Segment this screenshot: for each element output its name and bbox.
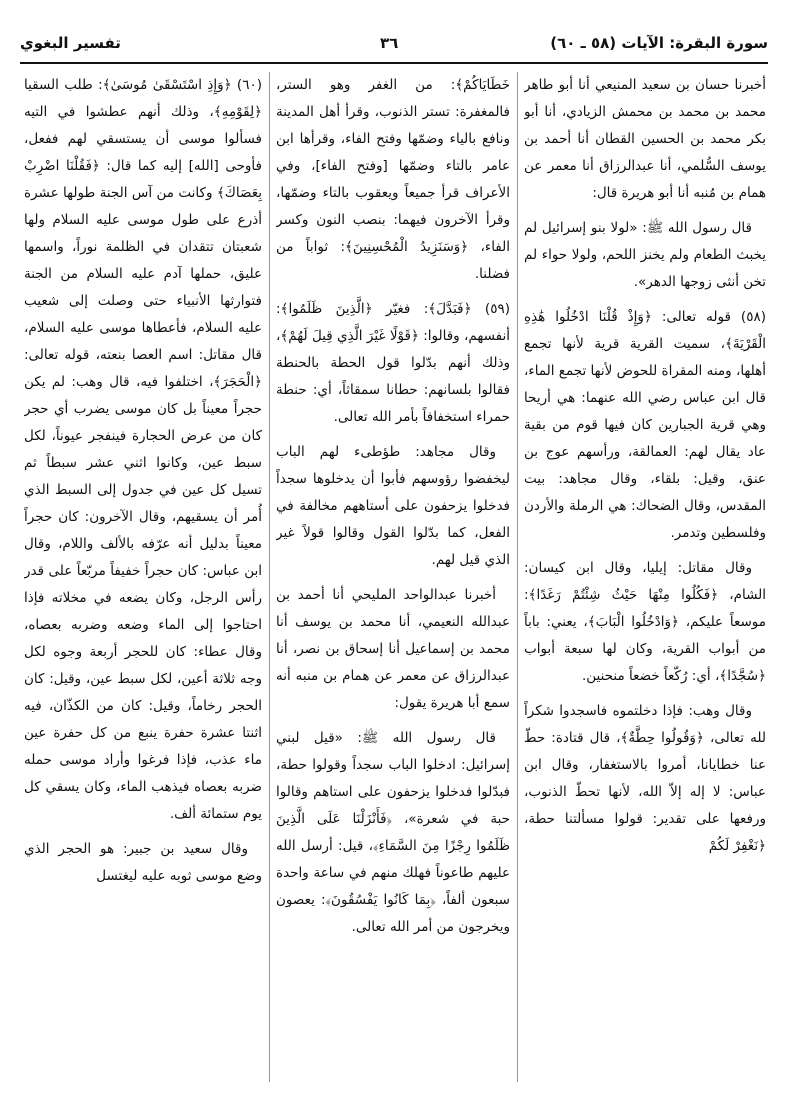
text-column-right [524, 72, 766, 1082]
paragraph: قال رسول الله ﷺ: «لولا بنو إسرائيل لم يخبث الطعام ولم يخنز اللحم، ولولا حواء لم تخن أنثى زوجها الدهر». [524, 220, 766, 290]
paragraph: (٦٠) ﴿وَإِذِ اسْتَسْقَىٰ مُوسَىٰ﴾: طلب السقيا ﴿لِقَوْمِهِ﴾، وذلك أنهم عطشوا في التيه فسألوا موسى أن يستسقي لهم ففعل، فأوحى [الله] إليه كما قال: ﴿فَقُلْنَا اضْرِبْ بِعَصَاكَ﴾ وكانت من آس الجنة طولها عشرة أذرع على طول موسى عليه السلام ولها شعبتان تتقدان في الظلمة نوراً، واسمها عليق، حملها آدم عليه السلام من الجنة فتوارثها الأنبياء حتى وصلت إلى شعيب عليه السلام، فأعطاها موسى عليه السلام، قال مقاتل: اسم العصا بنعته، قوله تعالى: ﴿الْحَجَرَ﴾، اختلفوا فيه، قال وهب: لم يكن حجراً معيناً بل كان موسى يضرب أي حجر كان من عرض الحجارة فينفجر عيوناً، لكل سبط عين، وكانوا اثني عشر سبطاً ثم تسيل كل عين في جدول إلى السبط الذي أُمر أن يسقيهم، وقال الآخرون: كان حجراً معيناً بدليل أنه عرّفه بالألف واللام، وقال ابن عباس: كان حجراً خفيفاً مربّعاً على قدر رأس الرجل، وكان يضعه في مخلاته فإذا احتاجوا إلى الماء وضعه وضربه بعصاه، وقال عطاء: كان للحجر أربعة وجوه لكل وجه ثلاثة أعين، لكل سبط عين، وقيل: كان الحجر رخاماً، وقيل: كان من الكذّان، فيه اثنتا عشرة حفرة ينبع من كل حفرة عين ماء عذب، فإذا فرغوا وأراد موسى حمله ضربه بعصاه فيذهب الماء، وكان يسقي كل يوم ستمائة ألف. [24, 77, 262, 822]
book-title: تفسير البغوي [20, 34, 121, 52]
text-column-left [24, 72, 262, 1082]
paragraph: وقال مجاهد: طؤطىء لهم الباب ليخفضوا رؤوسهم فأبوا أن يدخلوها سجداً فدخلوا يزحفون على أستاههم مخالفة في الفعل، كما بدّلوا القول وقالوا قولاً غير الذي قيل لهم. [276, 444, 510, 568]
paragraph: خَطَايَاكُمْ﴾: من الغفر وهو الستر، فالمغفرة: تستر الذنوب، وقرأ أهل المدينة ونافع بالياء وضمّها وفتح الفاء، وقرأها ابن عامر بالتاء وضمّها [وفتح الفاء]، وفي الأعراف قرأ جميعاً ويعقوب بالتاء وضمّها، وقرأ الآخرون فيهما: بنصب النون وكسر الفاء، ﴿وَسَنَزِيدُ الْمُحْسِنِينَ﴾: ثواباً من فضلنا. [276, 77, 510, 282]
paragraph: وقال مقاتل: إيليا، وقال ابن كيسان: الشام، ﴿فَكُلُوا مِنْهَا حَيْثُ شِئْتُمْ رَغَدًا﴾: موسعاً عليكم، ﴿وَادْخُلُوا الْبَابَ﴾، يعني: باباً من أبواب القرية، وكان لها سبعة أبواب ﴿سُجَّدًا﴾، أي: رُكّعاً خضعاً منحنين. [524, 560, 766, 684]
text-column-middle [276, 72, 510, 1082]
paragraph: وقال سعيد بن جبير: هو الحجر الذي وضع موسى ثوبه عليه ليغتسل [24, 841, 262, 884]
paragraph: (٥٩) ﴿فَبَدَّلَ﴾: فغيّر ﴿الَّذِينَ ظَلَمُوا﴾: أنفسهم، وقالوا: ﴿قَوْلًا غَيْرَ الَّذِي قِيلَ لَهُمْ﴾، وذلك أنهم بدّلوا قول الحطة بالحنطة فقالوا بلسانهم: حطانا سمقاثاً، أي: حنطة حمراء استخفافاً بأمر الله تعالى. [276, 301, 510, 425]
column-divider-right [517, 72, 518, 1082]
paragraph: أخبرنا عبدالواحد المليحي أنا أحمد بن عبدالله النعيمي، أنا محمد بن يوسف أنا محمد بن إسماعيل أنا إسحاق بن نصر، أنا عبدالرزاق عن معمر عن همام بن منبه أنه سمع أبا هريرة يقول: [276, 587, 510, 711]
paragraph: وقال وهب: فإذا دخلتموه فاسجدوا شكراً لله تعالى، ﴿وَقُولُوا حِطَّةٌ﴾، قال قتادة: حطّ عنا خطايانا، أمروا بالاستغفار، وقال ابن عباس: لا إله إلاّ الله، لأنها تحطّ الذنوب، ورفعها على تقدير: قولوا مسألتنا حطة، ﴿نَغْفِرْ لَكُمْ [524, 703, 766, 854]
header-rule [20, 62, 768, 64]
paragraph: قال رسول الله ﷺ: «قيل لبني إسرائيل: ادخلوا الباب سجداً وقولوا حطة، فبدّلوا فدخلوا يزحفون على استاهم وقالوا حبة في شعرة»، ﴿فَأَنْزَلْنَا عَلَى الَّذِينَ ظَلَمُوا رِجْزًا مِنَ السَّمَاءِ﴾، قيل: أرسل الله عليهم طاعوناً فهلك منهم في ساعة واحدة سبعون ألفاً، ﴿بِمَا كَانُوا يَفْسُقُونَ﴾: يعصون ويخرجون من أمر الله تعالى. [276, 730, 510, 935]
surah-info: سورة البقرة: الآيات (٥٨ ـ ٦٠) [550, 34, 768, 52]
paragraph: (٥٨) قوله تعالى: ﴿وَإِذْ قُلْنَا ادْخُلُوا هَٰذِهِ الْقَرْيَةَ﴾، سميت القرية قرية لأنها تجمع أهلها، ومنه المقراة للحوض لأنها تجمع الماء، قال ابن عباس رضي الله عنهما: هي أريحا وهي قرية الجبارين كان فيها قوم من بقية عاد يقال لهم: العمالقة، ورأسهم عوج بن عنق، وقيل: بلقاء، وقال مجاهد: بيت المقدس، وقال الضحاك: هي الرملة والأردن وفلسطين وتدمر. [524, 309, 766, 541]
page-number: ٣٦ [380, 34, 399, 52]
page-header [20, 32, 768, 60]
paragraph: أخبرنا حسان بن سعيد المنيعي أنا أبو طاهر محمد بن محمد بن محمش الزيادي، أنا أبو بكر محمد بن الحسين القطان أنا أحمد بن يوسف السُّلمي، أنا عبدالرزاق أنا معمر عن همام بن مُنبه أنا أبو هريرة قال: [524, 77, 766, 201]
column-divider-left [269, 72, 270, 1082]
